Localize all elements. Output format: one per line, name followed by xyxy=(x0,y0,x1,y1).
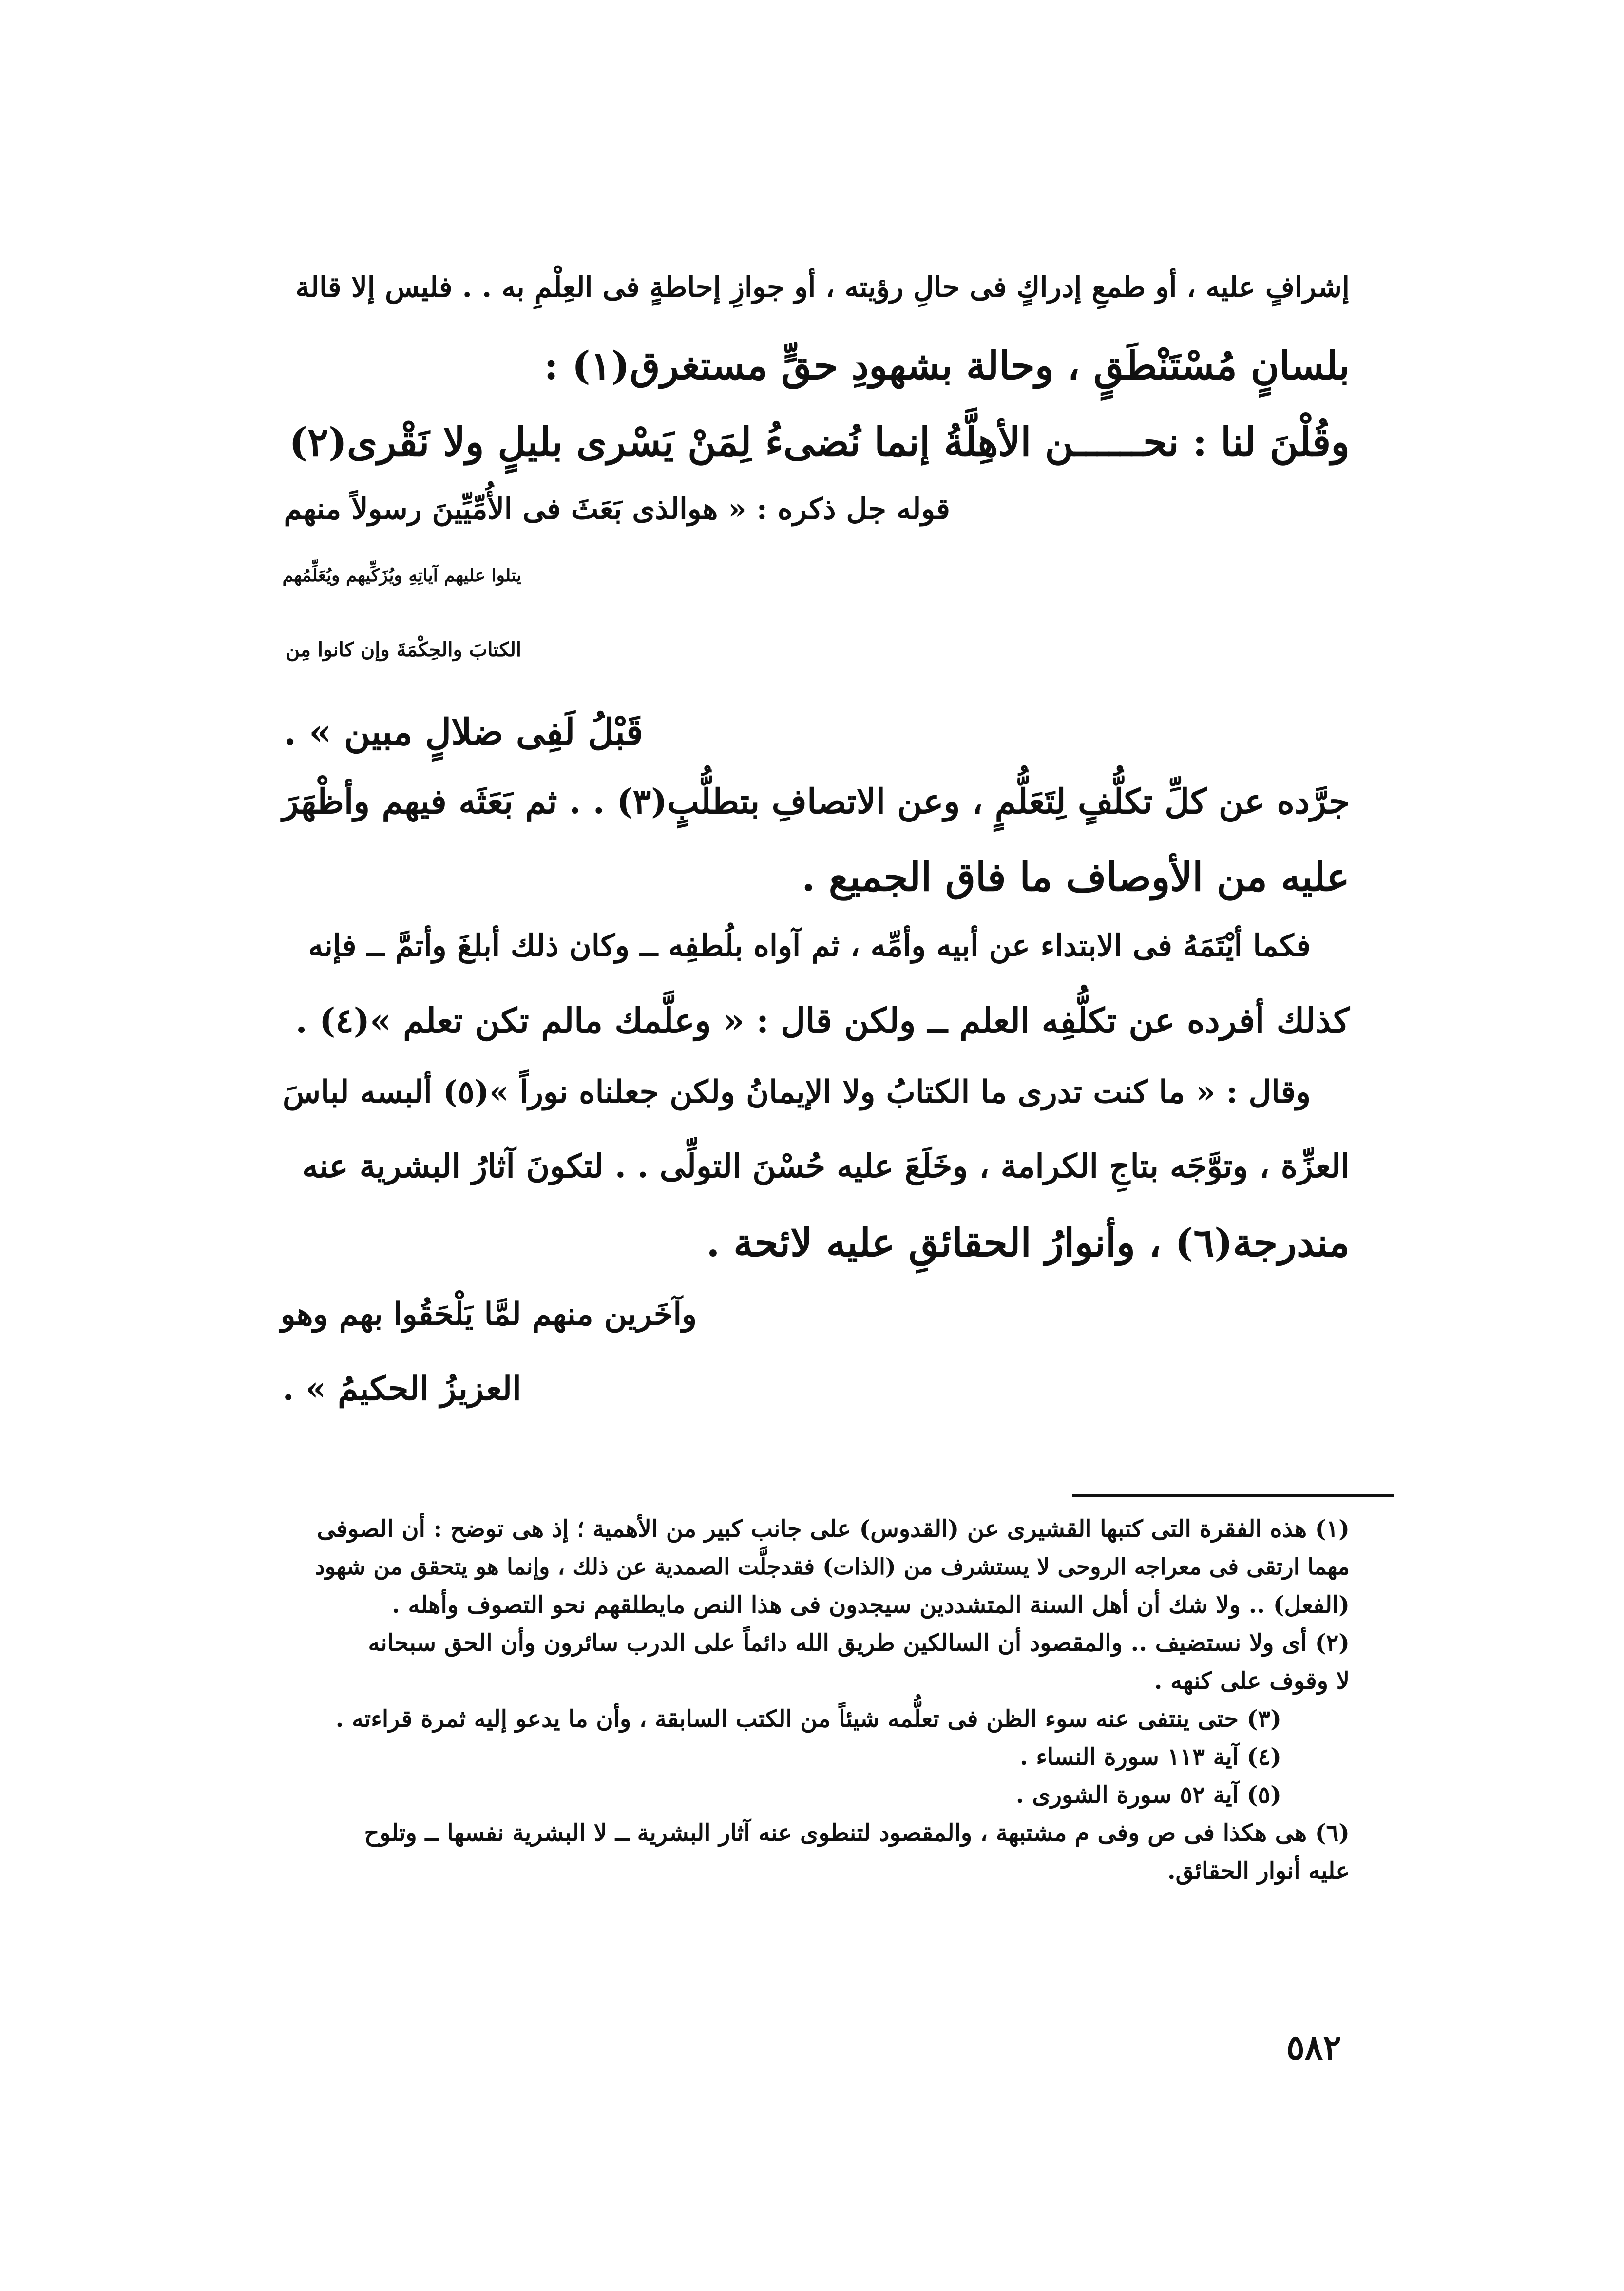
body-line-2: بلسانٍ مُسْتَنْطَقٍ ، وحالة بشهودِ حقٍّ مستغرق(١) : xyxy=(544,343,1350,388)
body-line-4: عليه من الأوصاف ما فاق الجميع . xyxy=(802,854,1350,900)
quran-quote-line-5: وآخَرين منهم لمَّا يَلْحَقُوا بهم وهو xyxy=(280,1296,697,1333)
poetry-verse: وقُلْنَ لنا : نحــــــن الأهِلَّةُ إنما نُضىءُ لِمَنْ يَسْرى بليلٍ ولا نَقْرى(٢) xyxy=(289,419,1350,465)
footnote-divider xyxy=(1072,1494,1394,1497)
body-line-3: جرَّده عن كلِّ تكلُّفٍ لِتَعَلُّمٍ ، وعن الاتصافِ بتطلُّبٍ(٣) . . ثم بَعَثَه فيهم وأظْهَرَ xyxy=(282,781,1350,821)
footnote-line: (٤) آية ١١٣ سورة النساء . xyxy=(1019,1743,1281,1771)
footnotes xyxy=(278,1515,1350,1895)
body-line-5: فكما أيْتَمَهُ فى الابتداء عن أبيه وأمِّه ، ثم آواه بلُطفِه ــ وكان ذلك أبلغَ وأتمَّ ــ فإنه xyxy=(308,928,1311,963)
body-line-9: مندرجة(٦) ، وأنوارُ الحقائقِ عليه لائحة . xyxy=(706,1220,1350,1265)
body-line-6: كذلك أفرده عن تكلُّفِه العلم ــ ولكن قال : « وعلَّمك مالم تكن تعلم »(٤) . xyxy=(295,1000,1350,1041)
footnote-line: (٣) حتى ينتفى عنه سوء الظن فى تعلُّمه شيئاً من الكتب السابقة ، وأن ما يدعو إليه ثمرة قراءته . xyxy=(335,1705,1281,1733)
footnote-line: عليه أنوار الحقائق. xyxy=(1167,1857,1350,1885)
footnote-line: (٢) أى ولا نستضيف .. والمقصود أن السالكين طريق الله دائماً على الدرب سائرون وأن الحق سبحانه xyxy=(368,1629,1350,1657)
footnote-line: (الفعل) .. ولا شك أن أهل السنة المتشددين سيجدون فى هذا النص مايطلقهم نحو التصوف وأهله . xyxy=(392,1591,1350,1619)
footnote-line: لا وقوف على كنهه . xyxy=(1154,1667,1350,1695)
body-line-1: إشرافٍ عليه ، أو طمعِ إدراكٍ فى حالِ رؤيته ، أو جوازِ إحاطةٍ فى العِلْمِ به . . فليس إلا قالة xyxy=(295,270,1350,304)
quran-quote-line-3: الكتابَ والحِكْمَةَ وإن كانوا مِن xyxy=(286,638,521,661)
quran-quote-line-6: العزيزُ الحكيمُ » . xyxy=(282,1369,521,1408)
quran-quote-line-4: قَبْلُ لَفِى ضلالٍ مبين » . xyxy=(284,711,643,753)
body-line-8: العزِّة ، وتوَّجَه بتاجِ الكرامة ، وخَلَعَ عليه حُسْنَ التولِّى . . لتكونَ آثارُ البشرية عنه xyxy=(302,1147,1350,1185)
body-line-7: وقال : « ما كنت تدرى ما الكتابُ ولا الإيمانُ ولكن جعلناه نوراً »(٥) ألبسه لباسَ xyxy=(283,1074,1311,1110)
page-number: ٥٨٢ xyxy=(1286,2027,1341,2067)
footnote-line: (٥) آية ٥٢ سورة الشورى . xyxy=(1015,1781,1281,1809)
main-text xyxy=(278,270,1350,1442)
footnote-line: مهما ارتقى فى معراجه الروحى لا يستشرف من (الذات) فقدجلَّت الصمدية عن ذلك ، وإنما هو يتحقق من شهود xyxy=(315,1553,1350,1580)
quran-quote-line-1: قوله جل ذكره : « هوالذى بَعَثَ فى الأُمِّيِّينَ رسولاً منهم xyxy=(284,492,950,526)
footnote-line: (٦) هى هكذا فى ص وفى م مشتبهة ، والمقصود لتنطوى عنه آثار البشرية ــ لا البشرية نفسها ــ وتلوح xyxy=(364,1819,1350,1847)
quran-quote-line-2: يتلوا عليهم آياتِهِ ويُزَكِّيهم ويُعَلِّمُهم xyxy=(282,565,521,586)
footnote-line: (١) هذه الفقرة التى كتبها القشيرى عن (القدوس) على جانب كبير من الأهمية ؛ إذ هى توضح : أن الصوفى xyxy=(317,1515,1350,1543)
